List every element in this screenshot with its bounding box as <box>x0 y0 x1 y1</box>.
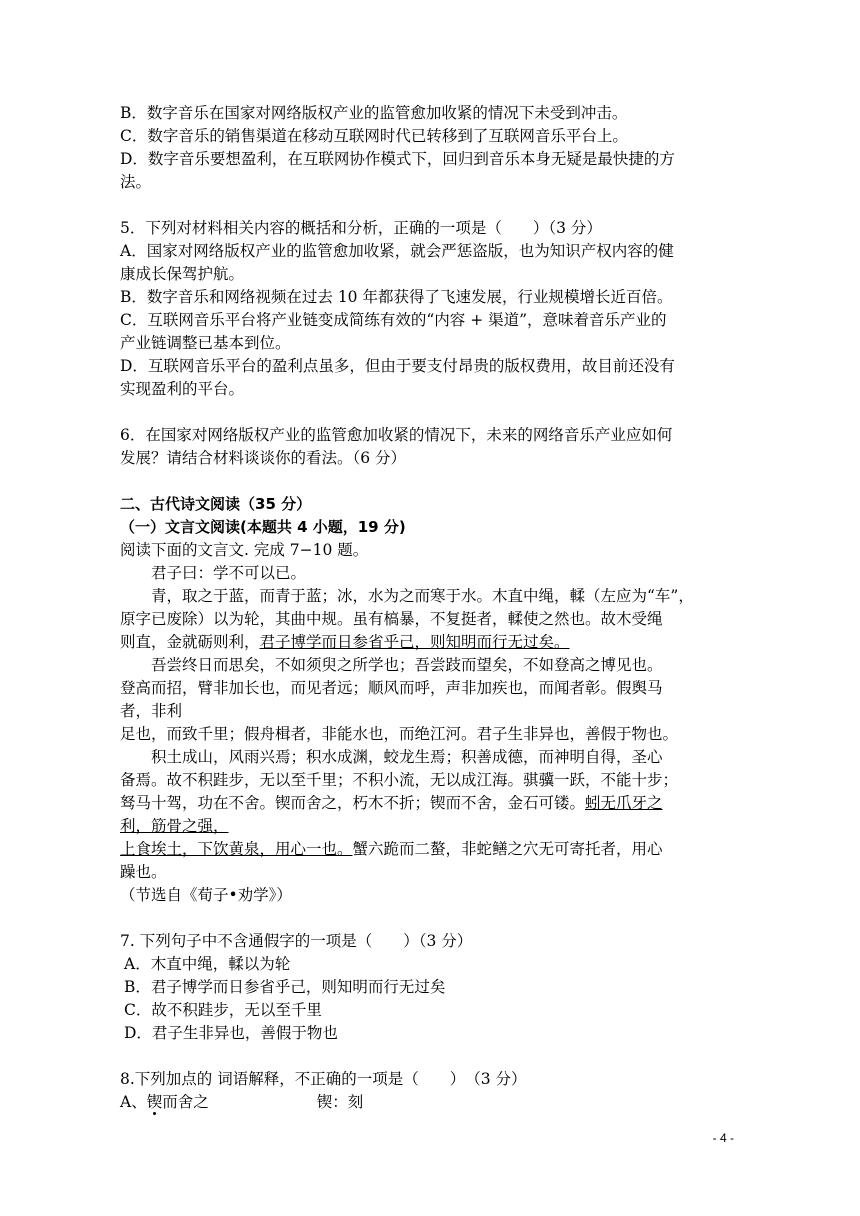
question-5: 5．下列对材料相关内容的概括和分析，正确的一项是（ ）（3 分） <box>120 219 602 237</box>
passage-line: 躁也。 <box>120 863 167 881</box>
underlined-sentence: 蚓无爪牙之 <box>585 794 663 812</box>
q7-option-a: A．木直中绳，輮以为轮 <box>124 955 291 973</box>
underlined-sentence: 上食埃土，下饮黄泉，用心一也。 <box>120 840 353 858</box>
underlined-sentence: 利，筋骨之强， <box>120 817 229 835</box>
passage-line <box>120 815 745 838</box>
q5-option-c-cont: 产业链调整已基本到位。 <box>120 334 291 352</box>
passage-text: 则直，金就砺则利， <box>120 633 260 651</box>
page-number: - 4 - <box>712 1131 734 1145</box>
option-d-text: D．数字音乐要想盈利，在互联网协作模式下，回归到音乐本身无疑是最快捷的方 <box>120 150 675 168</box>
subsection-heading: （一）文言文阅读(本题共 4 小题，19 分) <box>120 518 406 536</box>
passage-line: 原字已废除）以为轮，其曲中规。虽有槁暴，不复挺者，輮使之然也。故木受绳 <box>120 610 663 628</box>
q5-option-c: C．互联网音乐平台将产业链变成简练有效的“内容 + 渠道”，意味着音乐产业的 <box>120 311 667 329</box>
passage-line: 积土成山，风雨兴焉；积水成渊，蛟龙生焉；积善成德，而神明自得，圣心 <box>151 748 663 766</box>
question-7: 7. 下列句子中不含通假字的一项是（ ）（3 分） <box>120 932 473 950</box>
q7-option-d: D．君子生非异也，善假于物也 <box>124 1024 338 1042</box>
passage-line: 备焉。故不积跬步，无以至千里；不积小流，无以成江海。骐骥一跃，不能十步； <box>120 771 679 789</box>
underlined-sentence: 君子博学而日参省乎己，则知明而行无过矣。 <box>259 633 570 651</box>
passage-line: 君子曰：学不可以已。 <box>151 564 307 582</box>
q8-option-prefix: A、 <box>120 1093 147 1111</box>
dotted-character: 锲 <box>146 1093 163 1111</box>
q8-option-definition: 锲：刻 <box>316 1093 364 1111</box>
option-b-text: B．数字音乐在国家对网络版权产业的监管愈加收紧的情况下未受到冲击。 <box>120 104 628 122</box>
passage-line: 足也，而致千里；假舟楫者，非能水也，而绝江河。君子生非异也，善假于物也。 <box>120 725 679 743</box>
document-page <box>120 102 745 1114</box>
reading-instruction: 阅读下面的文言文. 完成 7−10 题。 <box>120 541 369 559</box>
option-c-text: C．数字音乐的销售渠道在移动互联网时代已转移到了互联网音乐平台上。 <box>120 127 628 145</box>
passage-source: （节选自《荀子•劝学》） <box>120 886 292 904</box>
q5-option-d-cont: 实现盈利的平台。 <box>120 380 245 398</box>
option-d-text-cont: 法。 <box>120 173 152 191</box>
question-8: 8.下列加点的 词语解释，不正确的一项是（ ） （3 分） <box>120 1070 527 1088</box>
passage-line: 青，取之于蓝，而青于蓝；冰，水为之而寒于水。木直中绳，輮（左应为“车”， <box>151 587 694 605</box>
q7-option-b: B．君子博学而日参省乎己，则知明而行无过矣 <box>124 978 446 996</box>
passage-text: 蟹六跪而二螯，非蛇鳝之穴无可寄托者，用心 <box>352 840 663 858</box>
q5-option-a-cont: 康成长保驾护航。 <box>120 265 245 283</box>
passage-line: 吾尝终日而思矣，不如须臾之所学也；吾尝跂而望矣，不如登高之博见也。 <box>151 656 663 674</box>
passage-line: 登高而招，臂非加长也，而见者远；顺风而呼，声非加疾也，而闻者彰。假舆马 <box>120 679 663 697</box>
section-heading: 二、古代诗文阅读（35 分） <box>120 495 312 513</box>
question-6-cont: 发展？请结合材料谈谈你的看法。（6 分） <box>120 449 407 467</box>
q8-option-phrase: 而舍之 <box>162 1093 209 1111</box>
passage-line <box>120 631 745 654</box>
passage-text: 驽马十驾，功在不舍。锲而舍之，朽木不折；锲而不舍，金石可镂。 <box>120 794 586 812</box>
q8-option-a <box>120 1091 745 1114</box>
q5-option-b: B．数字音乐和网络视频在过去 10 年都获得了飞速发展，行业规模增长近百倍。 <box>120 288 673 306</box>
question-6: 6．在国家对网络版权产业的监管愈加收紧的情况下，未来的网络音乐产业应如何 <box>120 426 673 444</box>
q5-option-a: A．国家对网络版权产业的监管愈加收紧，就会严惩盗版，也为知识产权内容的健 <box>120 242 674 260</box>
q5-option-d: D．互联网音乐平台的盈利点虽多，但由于要支付昂贵的版权费用，故目前还没有 <box>120 357 675 375</box>
q7-option-c: C．故不积跬步，无以至千里 <box>124 1001 322 1019</box>
passage-line <box>120 792 745 815</box>
passage-line: 者，非利 <box>120 702 183 720</box>
passage-line <box>120 838 745 861</box>
